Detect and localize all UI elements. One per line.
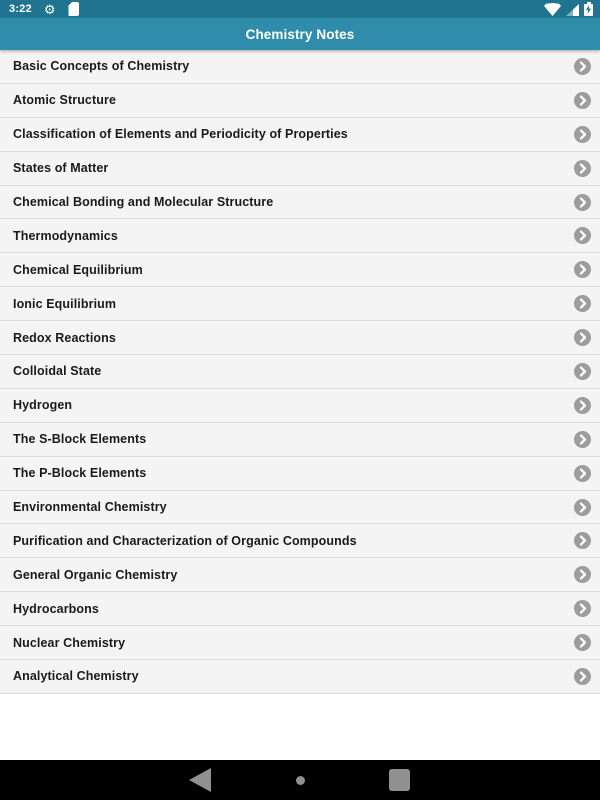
list-item-label: Purification and Characterization of Organic Compounds xyxy=(13,533,357,548)
app-bar xyxy=(0,18,600,50)
chevron-right-icon xyxy=(574,261,591,278)
list-item[interactable] xyxy=(0,287,600,321)
chapter-list xyxy=(0,50,600,694)
list-item[interactable] xyxy=(0,152,600,186)
list-item[interactable] xyxy=(0,84,600,118)
sd-card-icon xyxy=(68,2,79,16)
chevron-right-icon xyxy=(574,295,591,312)
list-item-label: Basic Concepts of Chemistry xyxy=(13,59,190,74)
list-item[interactable] xyxy=(0,253,600,287)
list-item[interactable] xyxy=(0,50,600,84)
chevron-right-icon xyxy=(574,668,591,685)
settings-gear-icon: ⚙ xyxy=(43,1,56,17)
status-right-icons xyxy=(544,2,593,16)
chevron-right-icon xyxy=(574,465,591,482)
chevron-right-icon xyxy=(574,227,591,244)
list-item[interactable] xyxy=(0,660,600,694)
chevron-right-icon xyxy=(574,600,591,617)
list-item[interactable] xyxy=(0,355,600,389)
chevron-right-icon xyxy=(574,532,591,549)
chevron-right-icon xyxy=(574,160,591,177)
list-item[interactable] xyxy=(0,592,600,626)
list-item[interactable] xyxy=(0,321,600,355)
chevron-right-icon xyxy=(574,126,591,143)
list-item[interactable] xyxy=(0,558,600,592)
chevron-right-icon xyxy=(574,194,591,211)
chevron-right-icon xyxy=(574,431,591,448)
list-item-label: Thermodynamics xyxy=(13,228,118,243)
status-clock: 3:22 xyxy=(9,3,32,15)
list-item-label: Hydrocarbons xyxy=(13,601,99,616)
back-button-icon[interactable] xyxy=(189,768,211,792)
list-item-label: Colloidal State xyxy=(13,364,102,379)
list-item[interactable] xyxy=(0,457,600,491)
battery-charging-icon xyxy=(584,2,593,16)
list-item[interactable] xyxy=(0,524,600,558)
list-item-label: Redox Reactions xyxy=(13,330,116,345)
list-item[interactable] xyxy=(0,118,600,152)
chevron-right-icon xyxy=(574,363,591,380)
list-item-label: Chemical Bonding and Molecular Structure xyxy=(13,195,274,209)
chevron-right-icon xyxy=(574,499,591,516)
page-title: Chemistry Notes xyxy=(245,26,355,42)
wifi-icon xyxy=(544,3,561,16)
chevron-right-icon xyxy=(574,566,591,583)
list-item-label: The S-Block Elements xyxy=(13,432,147,447)
charging-bolt-icon xyxy=(586,5,591,14)
chevron-right-icon xyxy=(574,58,591,75)
list-item[interactable] xyxy=(0,423,600,457)
cell-signal-icon xyxy=(566,4,579,16)
list-item-label: Hydrogen xyxy=(13,398,73,413)
list-item-label: Ionic Equilibrium xyxy=(13,296,117,311)
list-item-label: General Organic Chemistry xyxy=(13,567,178,582)
recents-button-icon[interactable] xyxy=(389,769,410,791)
list-item-label: Atomic Structure xyxy=(13,93,117,108)
list-item-label: The P-Block Elements xyxy=(13,466,147,481)
navigation-bar xyxy=(0,760,600,800)
list-item-label: Analytical Chemistry xyxy=(13,669,139,684)
list-item[interactable] xyxy=(0,626,600,660)
home-button-icon[interactable] xyxy=(296,776,305,785)
chevron-right-icon xyxy=(574,329,591,346)
chevron-right-icon xyxy=(574,634,591,651)
list-item-label: Chemical Equilibrium xyxy=(13,262,143,277)
list-item[interactable] xyxy=(0,389,600,423)
list-item[interactable] xyxy=(0,491,600,525)
list-item[interactable] xyxy=(0,186,600,220)
list-item[interactable] xyxy=(0,219,600,253)
status-bar xyxy=(0,0,600,18)
chevron-right-icon xyxy=(574,92,591,109)
chevron-right-icon xyxy=(574,397,591,414)
list-item-label: States of Matter xyxy=(13,161,109,176)
list-item-label: Classification of Elements and Periodicity of Properties xyxy=(13,127,348,142)
list-item-label: Environmental Chemistry xyxy=(13,500,167,515)
list-item-label: Nuclear Chemistry xyxy=(13,635,126,650)
